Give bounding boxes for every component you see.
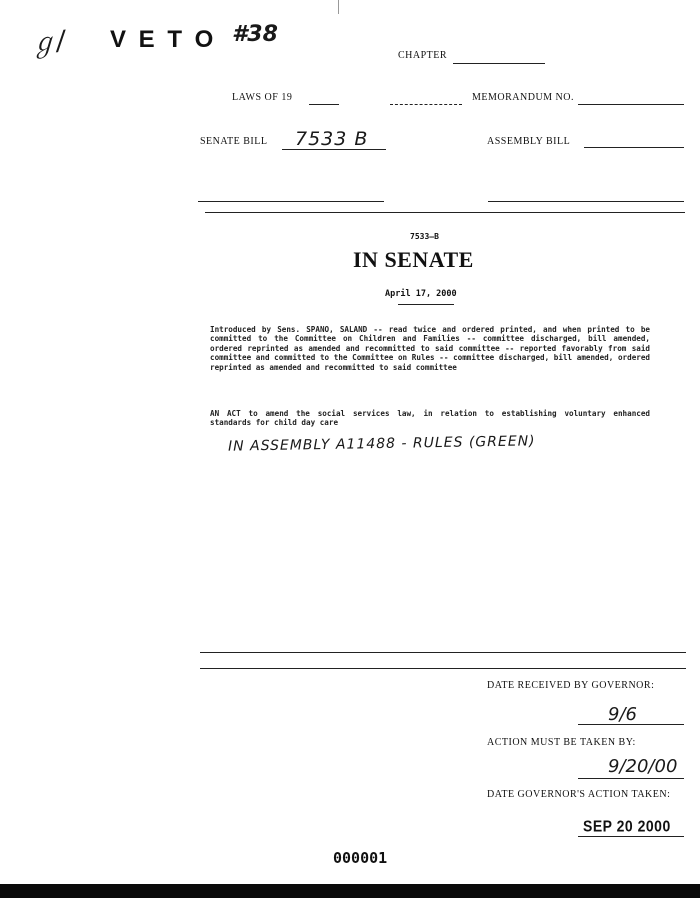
- chapter-line: [453, 63, 545, 64]
- action-by-line: [578, 778, 684, 779]
- received-value: 9/6: [608, 704, 637, 725]
- received-label: DATE RECEIVED BY GOVERNOR:: [487, 680, 655, 691]
- bill-date: April 17, 2000: [385, 289, 457, 299]
- veto-label: V E T O: [110, 26, 217, 53]
- memorandum-label: MEMORANDUM NO.: [472, 92, 575, 103]
- lower-divider-1: [200, 652, 686, 653]
- header-divider: [205, 212, 685, 213]
- signature-line-right: [488, 201, 684, 202]
- action-by-value: 9/20/00: [608, 756, 678, 777]
- lower-divider-2: [200, 668, 686, 669]
- laws-label: LAWS OF 19: [232, 92, 293, 103]
- bottom-border: [0, 884, 700, 898]
- laws-line: [309, 104, 339, 105]
- senate-bill-value: 7533 B: [295, 128, 369, 150]
- introduced-text: Introduced by Sens. SPANO, SALAND -- read twice and ordered printed, and when printed to be committed to the Committee on Children and Families -- committee discharged, bill amended, ordered reprinted as amended and recommitted to said committee -- reported favorably from said committee and committed to the Committee on Rules -- committee discharged, bill amended, ordered reprinted as amended and recommitted to said committee: [210, 325, 650, 372]
- assembly-bill-label: ASSEMBLY BILL: [487, 136, 571, 147]
- action-taken-stamp: SEP 20 2000: [583, 816, 671, 836]
- assembly-bill-line: [584, 147, 684, 148]
- senate-bill-line: [282, 149, 386, 150]
- date-underline: [398, 304, 454, 305]
- received-line: [578, 724, 684, 725]
- action-taken-line: [578, 836, 684, 837]
- action-taken-label: DATE GOVERNOR'S ACTION TAKEN:: [487, 789, 671, 800]
- edge-mark: [338, 0, 339, 14]
- senate-bill-label: SENATE BILL: [200, 136, 268, 147]
- margin-note: ℊ/: [28, 25, 68, 61]
- chapter-label: CHAPTER: [398, 50, 448, 61]
- veto-number: #38: [232, 22, 278, 47]
- signature-line-left: [198, 201, 384, 202]
- assembly-handwritten-note: IN ASSEMBLY A11488 - RULES (GREEN): [227, 433, 536, 455]
- bill-number: 7533—B: [410, 232, 439, 241]
- action-by-label: ACTION MUST BE TAKEN BY:: [487, 737, 636, 748]
- memorandum-line: [578, 104, 684, 105]
- act-title: [210, 409, 650, 428]
- page-number: 000001: [333, 849, 388, 867]
- act-prefix: AN ACT: [210, 409, 241, 418]
- bill-chamber: IN SENATE: [353, 247, 474, 272]
- blank-line: [390, 104, 462, 105]
- act-text: to amend the social services law, in relation to establishing voluntary enhanced standards for child day care: [210, 409, 650, 428]
